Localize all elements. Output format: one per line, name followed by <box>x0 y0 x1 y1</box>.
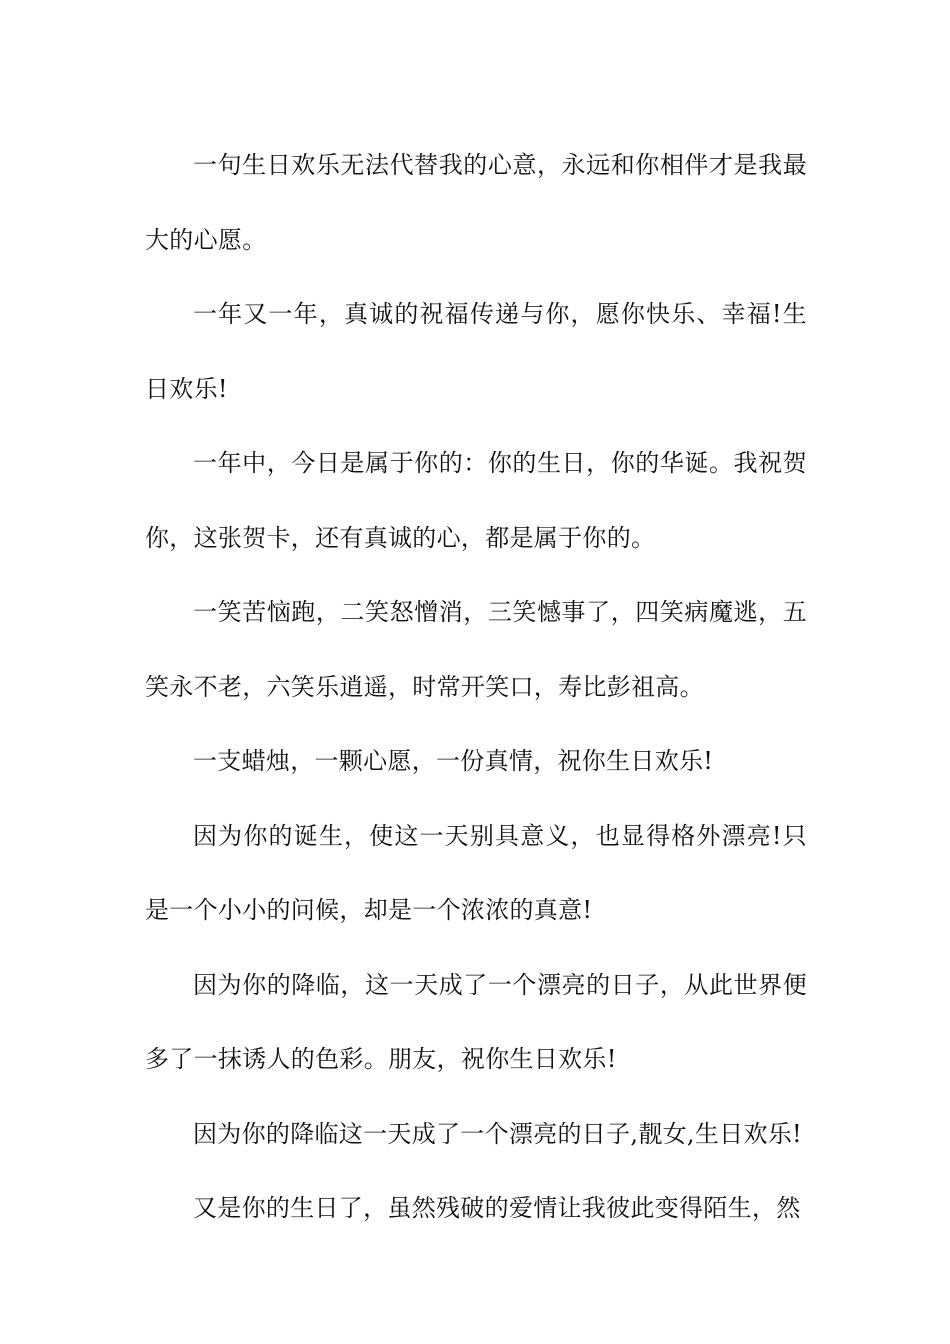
document-body <box>145 128 807 1246</box>
paragraph-6: 因为你的诞生，使这一天别具意义，也显得格外漂亮!只是一个小小的问候，却是一个浓浓的真意! <box>145 821 807 924</box>
paragraph-8: 因为你的降临这一天成了一个漂亮的日子,靓女,生日欢乐! <box>193 1119 803 1148</box>
paragraph-3: 一年中，今日是属于你的：你的生日，你的华诞。我祝贺你，这张贺卡，还有真诚的心，都是属于你的。 <box>145 449 807 552</box>
paragraph-1: 一句生日欢乐无法代替我的心意，永远和你相伴才是我最大的心愿。 <box>145 151 807 254</box>
paragraph-9: 又是你的生日了，虽然残破的爱情让我彼此变得陌生，然 <box>193 1194 801 1222</box>
paragraph-7: 因为你的降临，这一天成了一个漂亮的日子，从此世界便多了一抹诱人的色彩。朋友，祝你生日欢乐! <box>145 970 807 1073</box>
paragraph-4: 一笑苦恼跑，二笑怒憎消，三笑憾事了，四笑病魔逃，五笑永不老，六笑乐逍遥，时常开笑口，寿比彭祖高。 <box>145 598 807 701</box>
paragraph-5: 一支蜡烛，一颗心愿，一份真情，祝你生日欢乐! <box>193 747 714 775</box>
paragraph-2: 一年又一年，真诚的祝福传递与你，愿你快乐、幸福!生日欢乐! <box>145 300 807 403</box>
